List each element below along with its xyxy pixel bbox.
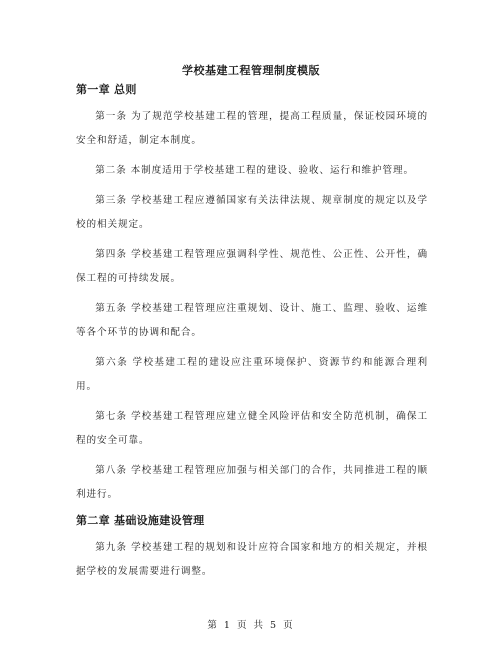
article-paragraph: 第八条 学校基建工程管理应加强与相关部门的合作，共同推进工程的顺利进行。 (76, 465, 428, 500)
document-title: 学校基建工程管理制度模版 (182, 64, 320, 77)
article-paragraph: 第七条 学校基建工程管理应建立健全风险评估和安全防范机制，确保工程的安全可靠。 (76, 411, 428, 446)
article-paragraph: 第三条 学校基建工程应遵循国家有关法律法规、规章制度的规定以及学校的相关规定。 (76, 195, 428, 230)
chapter-heading: 第一章 总则 (76, 83, 137, 96)
document-body (76, 82, 428, 590)
article-paragraph: 第四条 学校基建工程管理应强调科学性、规范性、公正性、公开性，确保工程的可持续发展。 (76, 249, 428, 284)
chapter-heading: 第二章 基础设施建设管理 (76, 514, 205, 527)
article-paragraph: 第二条 本制度适用于学校基建工程的建设、验收、运行和维护管理。 (95, 165, 414, 176)
article-paragraph: 第一条 为了规范学校基建工程的管理，提高工程质量，保证校园环境的安全和舒适，制定本制度。 (76, 111, 428, 146)
page-footer: 第 1 页 共 5 页 (207, 620, 295, 631)
article-paragraph: 第五条 学校基建工程管理应注重规划、设计、施工、监理、验收、运维等各个环节的协调和配合。 (76, 303, 428, 338)
article-paragraph: 第九条 学校基建工程的规划和设计应符合国家和地方的相关规定，并根据学校的发展需要进行调整。 (76, 542, 428, 577)
article-paragraph: 第六条 学校基建工程的建设应注重环境保护、资源节约和能源合理利用。 (76, 357, 428, 392)
